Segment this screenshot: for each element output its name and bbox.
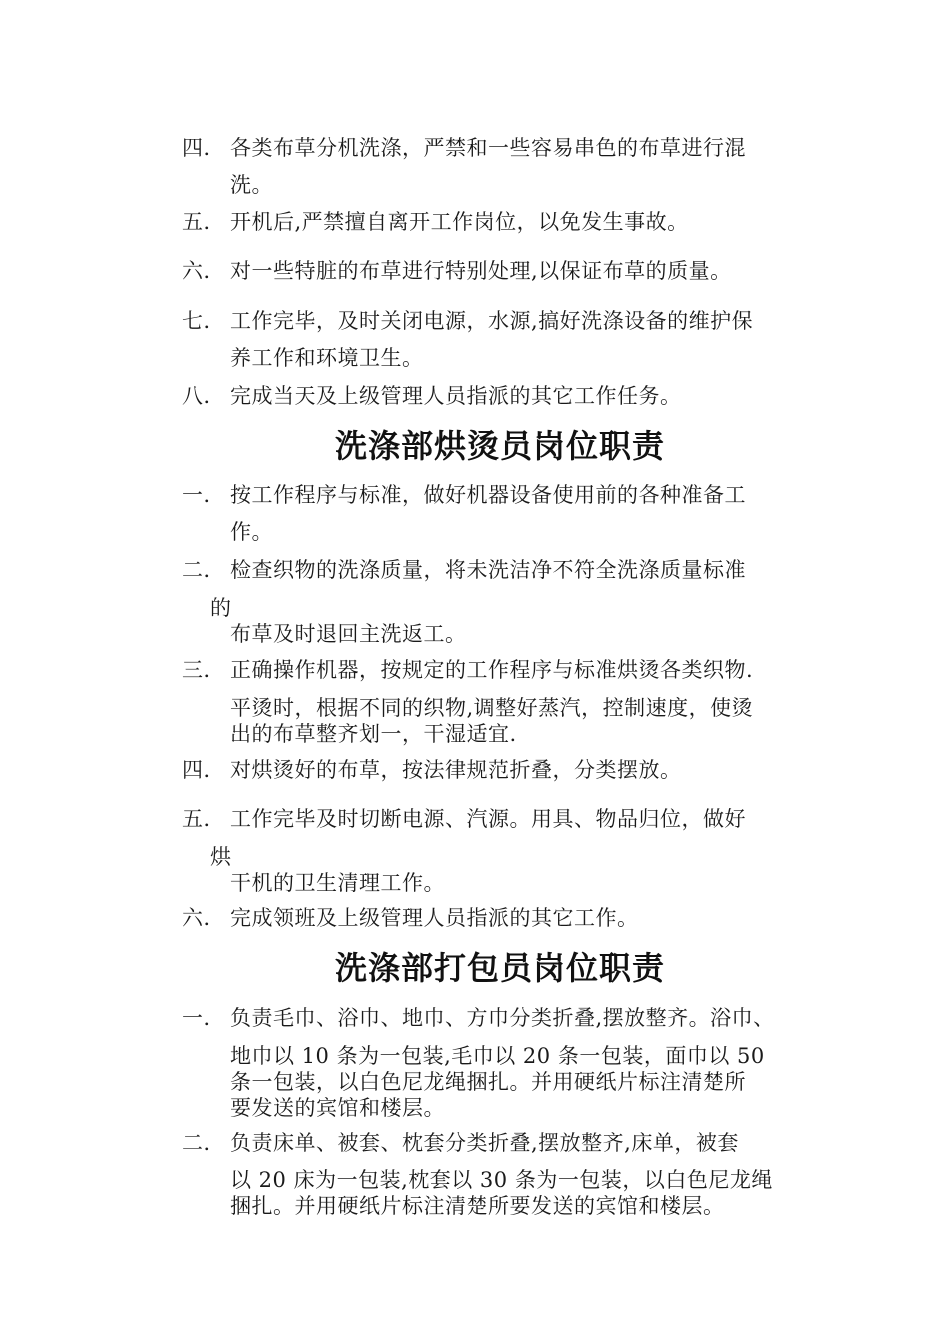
item-text: 负责毛巾、浴巾、地巾、方巾分类折叠,摆放整齐。浴巾、 [230, 1006, 775, 1030]
item-text: 烘 [210, 845, 232, 869]
item-text: 检查织物的洗涤质量，将未洗洁净不符全洗涤质量标准 [230, 558, 746, 582]
item-text: 工作完毕及时切断电源、汽源。用具、物品归位，做好 [230, 807, 746, 831]
item-text: 完成领班及上级管理人员指派的其它工作。 [230, 906, 639, 930]
item-number: 五． [182, 807, 225, 831]
item-number: 七． [182, 309, 225, 333]
item-number: 一． [182, 483, 225, 507]
item-text: 干机的卫生清理工作。 [230, 871, 445, 895]
item-text: 平烫时，根据不同的织物,调整好蒸汽，控制速度，使烫 [230, 696, 754, 720]
item-number: 四． [182, 136, 225, 160]
item-text: 各类布草分机洗涤，严禁和一些容易串色的布草进行混 [230, 136, 746, 160]
item-text: 以 20 床为一包装,枕套以 30 条为一包装，以白色尼龙绳 [230, 1168, 773, 1192]
item-number: 五． [182, 210, 225, 234]
item-number: 八． [182, 384, 225, 408]
item-text: 作。 [230, 520, 273, 544]
item-number: 一． [182, 1006, 225, 1030]
item-number: 六． [182, 906, 225, 930]
item-number: 六． [182, 259, 225, 283]
item-text: 对烘烫好的布草，按法律规范折叠，分类摆放。 [230, 758, 682, 782]
item-text: 负责床单、被套、枕套分类折叠,摆放整齐,床单，被套 [230, 1131, 739, 1155]
item-text: 捆扎。并用硬纸片标注清楚所要发送的宾馆和楼层。 [230, 1194, 725, 1218]
item-text: 出的布草整齐划一，干湿适宜. [230, 722, 517, 746]
section-heading: 洗涤部打包员岗位职责 [334, 949, 665, 987]
item-text: 地巾以 10 条为一包装,毛巾以 20 条一包装，面巾以 50 [230, 1044, 765, 1068]
item-text: 对一些特脏的布草进行特别处理,以保证布草的质量。 [230, 259, 732, 283]
item-text: 按工作程序与标准，做好机器设备使用前的各种准备工 [230, 483, 746, 507]
item-text: 要发送的宾馆和楼层。 [230, 1096, 445, 1120]
item-number: 三． [182, 658, 225, 682]
item-text: 养工作和环境卫生。 [230, 346, 424, 370]
item-text: 正确操作机器，按规定的工作程序与标准烘烫各类织物. [230, 658, 754, 682]
item-text: 洗。 [230, 173, 273, 197]
item-text: 完成当天及上级管理人员指派的其它工作任务。 [230, 384, 682, 408]
item-text: 布草及时退回主洗返工。 [230, 622, 467, 646]
item-text: 条一包装，以白色尼龙绳捆扎。并用硬纸片标注清楚所 [230, 1070, 746, 1094]
section-heading: 洗涤部烘烫员岗位职责 [334, 427, 665, 465]
item-text: 开机后,严禁擅自离开工作岗位，以免发生事故。 [230, 210, 689, 234]
item-number: 二． [182, 1131, 225, 1155]
item-number: 二． [182, 558, 225, 582]
item-text: 的 [210, 596, 232, 620]
item-text: 工作完毕，及时关闭电源，水源,搞好洗涤设备的维护保 [230, 309, 754, 333]
item-number: 四． [182, 758, 225, 782]
